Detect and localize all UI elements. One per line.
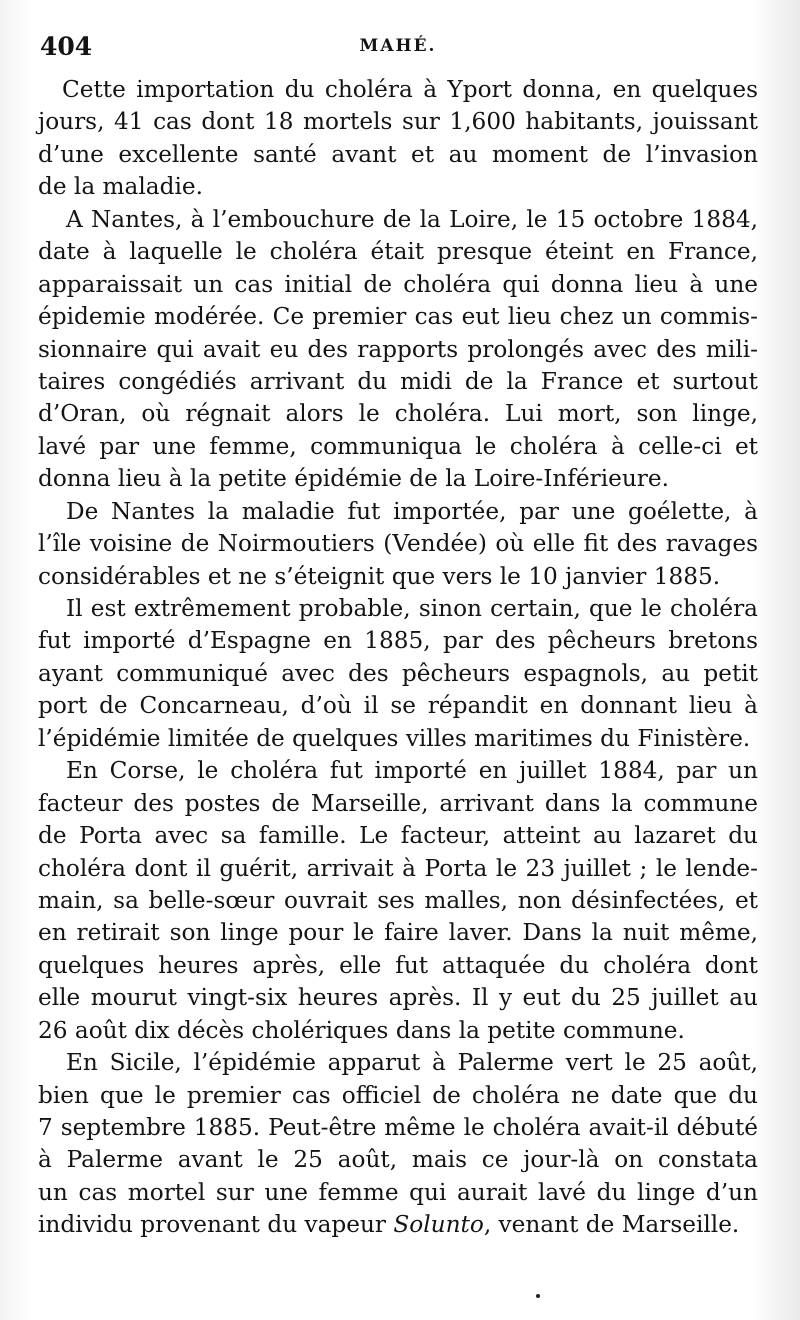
text-line: donna lieu à la petite épidémie de la Loire-Inférieure. <box>38 465 669 493</box>
text-line: facteur des postes de Marseille, arrivant dans la commune <box>38 789 758 817</box>
paragraph <box>38 1047 758 1242</box>
text-line: apparaissait un cas initial de choléra qui donna lieu à une <box>38 270 758 298</box>
running-title: MAHÉ. <box>359 36 437 56</box>
paragraph <box>38 593 758 755</box>
text-line <box>38 1209 758 1241</box>
text-line: port de Concarneau, d’où il se répandit en donnant lieu à <box>38 692 758 720</box>
body-text <box>38 74 758 1242</box>
text-line: Il est extrêmement probable, sinon certain, que le choléra <box>66 595 758 622</box>
text-line: De Nantes la maladie fut importée, par une goélette, à <box>66 497 758 525</box>
text-line: ayant communiqué avec des pêcheurs espagnols, au petit <box>38 659 758 687</box>
text-line: de la maladie. <box>38 173 203 201</box>
text-line: jours, 41 cas dont 18 mortels sur 1,600 habitants, jouissant <box>38 108 758 136</box>
text-line: main, sa belle-sœur ouvrait ses malles, non désinfectées, et <box>38 886 758 914</box>
paragraph <box>38 496 758 593</box>
text-line: d’Oran, où régnait alors le choléra. Lui mort, son linge, <box>38 400 758 428</box>
text-line: En Corse, le choléra fut importé en juillet 1884, par un <box>66 757 758 785</box>
text-line: un cas mortel sur une femme qui aurait lavé du linge d’un <box>38 1178 758 1206</box>
paragraph <box>38 74 758 204</box>
text-line: Cette importation du choléra à Yport donna, en quelques <box>62 76 758 103</box>
text-line: épidemie modérée. Ce premier cas eut lieu chez un commis- <box>38 303 758 331</box>
text-line: elle mourut vingt-six heures après. Il y eut du 25 juillet au <box>38 984 758 1012</box>
text-line: taires congédiés arrivant du midi de la France et surtout <box>38 367 758 395</box>
text-line: à Palerme avant le 25 août, mais ce jour-là on constata <box>38 1146 758 1174</box>
text-line: 26 août dix décès cholériques dans la petite commune. <box>38 1016 685 1044</box>
print-mark-dot <box>536 1294 540 1298</box>
text-line: de Porta avec sa famille. Le facteur, atteint au lazaret du <box>38 822 758 850</box>
text-fragment: individu provenant du vapeur <box>38 1211 394 1239</box>
text-line: quelques heures après, elle fut attaquée du choléra dont <box>38 951 758 979</box>
text-line: l’épidémie limitée de quelques villes maritimes du Finistère. <box>38 724 751 752</box>
text-line: en retirait son linge pour le faire laver. Dans la nuit même, <box>38 919 758 947</box>
text-line: fut importé d’Espagne en 1885, par des pêcheurs bretons <box>38 627 758 655</box>
paragraph <box>38 204 758 496</box>
text-line: 7 septembre 1885. Peut-être même le choléra avait-il débuté <box>38 1114 758 1141</box>
text-line: choléra dont il guérit, arrivait à Porta le 23 juillet ; le lende- <box>38 854 758 882</box>
ship-name: Solunto <box>393 1211 484 1239</box>
text-line: lavé par une femme, communiqua le choléra à celle-ci et <box>38 432 758 460</box>
text-line: bien que le premier cas officiel de choléra ne date que du <box>38 1081 758 1109</box>
text-line: d’une excellente santé avant et au moment de l’invasion <box>38 140 758 168</box>
running-head <box>36 30 760 64</box>
text-line: considérables et ne s’éteignit que vers le 10 janvier 1885. <box>38 562 721 590</box>
text-line: sionnaire qui avait eu des rapports prolongés avec des mili- <box>38 335 758 363</box>
page-number: 404 <box>40 32 93 61</box>
text-line: date à laquelle le choléra était presque éteint en France, <box>38 238 758 266</box>
text-line: A Nantes, à l’embouchure de la Loire, le 15 octobre 1884, <box>66 205 758 233</box>
text-line: l’île voisine de Noirmoutiers (Vendée) où elle fit des ravages <box>38 530 758 558</box>
text-fragment: , venant de Marseille. <box>483 1211 740 1239</box>
paragraph <box>38 755 758 1047</box>
text-line: En Sicile, l’épidémie apparut à Palerme vert le 25 août, <box>66 1049 758 1077</box>
